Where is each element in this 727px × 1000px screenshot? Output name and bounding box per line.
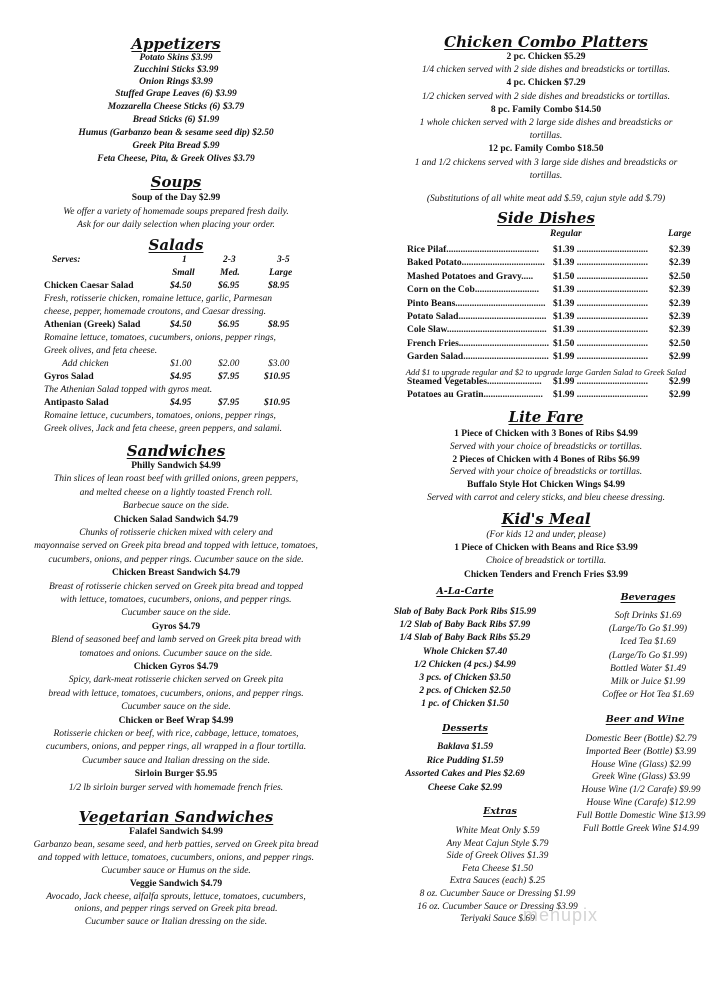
- menu-item: Teriyaki Sauce $.69: [460, 914, 535, 925]
- menu-item: Onion Rings $3.99: [139, 77, 213, 87]
- salad-desc: Romaine lettuce, tomatoes, cucumbers, onions, pepper rings,: [44, 333, 276, 343]
- menu-line: and melted cheese on a lightly toasted French roll.: [79, 487, 273, 498]
- combo-heading: Chicken Combo Platters: [444, 33, 648, 51]
- menu-line: mayonnaise served on Greek pita bread and topped with lettuce, tomatoes,: [34, 541, 318, 552]
- salad-name: Antipasto Salad: [44, 398, 109, 408]
- menu-line: tortillas.: [529, 131, 563, 142]
- size-name: Large: [269, 268, 293, 278]
- menu-line: Served with your choice of breadsticks or tortillas.: [449, 467, 643, 478]
- menu-line: 1/2 lb sirloin burger served with homemade french fries.: [68, 782, 284, 793]
- menu-item: Feta Cheese, Pita, & Greek Olives $3.79: [97, 154, 255, 164]
- side-dish-name: Pinto Beans......................................: [407, 298, 546, 309]
- soups-heading: Soups: [150, 173, 202, 191]
- menu-line: Chunks of rotisserie chicken mixed with celery and: [79, 528, 273, 538]
- menu-item: House Wine (Carafe) $12.99: [586, 798, 696, 808]
- combo-note: (Substitutions of all white meat add $.59, cajun style add $.79): [426, 194, 666, 204]
- menu-line: 1 Piece of Chicken with 3 Bones of Ribs $4.99: [454, 429, 638, 439]
- menu-item: Slab of Baby Back Pork Ribs $15.99: [393, 607, 537, 617]
- menu-item: Humus (Garbanzo bean & sesame seed dip) $2.50: [78, 128, 274, 138]
- menu-line: tortillas.: [529, 170, 563, 181]
- menu-line: 1 Piece of Chicken with Beans and Rice $3.99: [454, 543, 638, 554]
- side-dish-regular: $1.39 ..............................: [553, 258, 648, 269]
- menu-item: 1/4 Slab of Baby Back Ribs $5.29: [399, 633, 531, 644]
- soup-of-day: Soup of the Day $2.99: [131, 193, 221, 203]
- menu-line: 8 pc. Family Combo $14.50: [490, 104, 602, 115]
- side-dish-large: $2.50: [669, 271, 691, 282]
- side-dish-name: Corn on the Cob...........................: [407, 285, 539, 296]
- menu-line: Chicken Breast Sandwich $4.79: [111, 568, 241, 579]
- menu-item: Cheese Cake $2.99: [427, 782, 503, 793]
- side-dish-name: Baked Potato...................................: [407, 258, 545, 269]
- menu-line: Chicken Tenders and French Fries $3.99: [464, 569, 628, 580]
- salad-desc: The Athenian Salad topped with gyros meat.: [44, 385, 213, 395]
- side-dish-regular: $1.99 ..............................: [553, 352, 648, 363]
- side-dishes-heading: Side Dishes: [497, 209, 595, 227]
- appetizers-heading: Appetizers: [131, 35, 221, 53]
- menu-line: bread with lettuce, tomatoes, cucumbers, onions, and pepper rings.: [48, 688, 304, 699]
- soups-desc: Ask for our daily selection when placing your order.: [77, 220, 275, 230]
- serves-label: Serves:: [52, 255, 81, 265]
- salad-price: $7.95: [218, 372, 240, 382]
- menu-item: Feta Cheese $1.50: [462, 863, 533, 874]
- menu-line: Served with carrot and celery sticks, and bleu cheese dressing.: [426, 493, 666, 503]
- menu-item: Full Bottle Greek Wine $14.99: [583, 823, 699, 834]
- salad-price: $8.95: [268, 320, 290, 330]
- beverages-heading: Beverages: [620, 592, 676, 603]
- menu-item: Greek Wine (Glass) $3.99: [591, 772, 691, 783]
- extras-heading: Extras: [483, 806, 517, 817]
- side-dish-regular: $1.39 ..............................: [553, 245, 648, 255]
- menu-line: Buffalo Style Hot Chicken Wings $4.99: [466, 480, 625, 491]
- menu-line: Philly Sandwich $4.99: [131, 461, 221, 471]
- menu-line: 2 pc. Chicken $5.29: [506, 52, 586, 62]
- menu-item: Mozzarella Cheese Sticks (6) $3.79: [107, 102, 245, 112]
- salad-price: $10.95: [264, 398, 291, 408]
- watermark: menupix: [523, 905, 599, 925]
- salad-price: $1.00: [170, 359, 192, 369]
- salad-price: $3.00: [268, 359, 290, 369]
- menu-line: cucumbers, onions, and pepper rings, all wrapped in a flour tortilla.: [45, 742, 307, 753]
- menu-item: Full Bottle Domestic Wine $13.99: [576, 810, 706, 821]
- salad-name: Chicken Caesar Salad: [44, 281, 134, 291]
- side-dish-large: $2.39: [669, 325, 691, 336]
- salad-name: Athenian (Greek) Salad: [44, 320, 141, 330]
- size-serves: 3-5: [277, 255, 290, 265]
- menu-line: Cucumber sauce or Humus on the side.: [101, 865, 251, 876]
- kids-meal-heading: Kid's Meal: [501, 510, 591, 528]
- salad-price: $4.95: [170, 372, 192, 382]
- menu-line: Choice of breadstick or tortilla.: [485, 556, 607, 567]
- menu-item: Milk or Juice $1.99: [610, 677, 686, 687]
- menu-item: White Meat Only $.59: [455, 826, 540, 836]
- side-dish-regular: $1.39 ..............................: [553, 285, 648, 296]
- salad-price: $4.50: [170, 281, 192, 291]
- side-dish-regular: $1.50 ..............................: [553, 271, 648, 282]
- menu-item: Iced Tea $1.69: [620, 637, 676, 648]
- menu-item: Domestic Beer (Bottle) $2.79: [585, 734, 697, 744]
- menu-line: Served with your choice of breadsticks or tortillas.: [449, 441, 643, 452]
- menu-item: Greek Pita Bread $.99: [132, 141, 220, 151]
- side-dish-regular: $1.39 ..............................: [553, 312, 648, 322]
- salad-price: $2.00: [218, 359, 240, 369]
- menu-line: Cucumber sauce or Italian dressing on the side.: [84, 917, 268, 928]
- menu-item: 3 pcs. of Chicken $3.50: [419, 673, 511, 683]
- beer-wine-heading: Beer and Wine: [605, 714, 685, 725]
- salad-desc: Greek olives, Jack and feta cheese, green peppers, and salami.: [44, 424, 283, 434]
- side-dish-large: $2.99: [669, 377, 691, 387]
- salad-desc: Romaine lettuce, cucumbers, tomatoes, onions, pepper rings,: [44, 411, 276, 421]
- side-dish-name: French Fries......................................: [407, 338, 550, 349]
- salad-price: $4.95: [170, 398, 192, 408]
- side-dish-name: Garden Salad....................................: [407, 352, 549, 363]
- side-dish-regular: $1.99 ..............................: [553, 390, 648, 400]
- menu-item: 1/2 Chicken (4 pcs.) $4.99: [414, 659, 516, 670]
- menu-item: 8 oz. Cucumber Sauce or Dressing $1.99: [419, 889, 576, 899]
- vegetarian-heading: Vegetarian Sandwiches: [78, 808, 274, 826]
- side-dish-regular: $1.39 ..............................: [553, 325, 648, 336]
- menu-item: Stuffed Grape Leaves (6) $3.99: [115, 89, 237, 99]
- menu-line: Rotisserie chicken or beef, with rice, cabbage, lettuce, tomatoes,: [53, 729, 299, 739]
- size-serves: 2-3: [223, 255, 236, 265]
- menu-line: 1 and 1/2 chickens served with 3 large side dishes and breadsticks or: [414, 157, 678, 168]
- menu-line: tomatoes and onions. Cucumber sauce on the side.: [79, 648, 273, 659]
- menu-line: Spicy, dark-meat rotisserie chicken served on Greek pita: [68, 675, 284, 686]
- menu-line: Chicken or Beef Wrap $4.99: [118, 715, 234, 726]
- side-dish-large: $2.39: [669, 245, 691, 255]
- menu-item: 1/2 Slab of Baby Back Ribs $7.99: [399, 620, 531, 631]
- menu-line: Cucumber sauce on the side.: [121, 608, 231, 619]
- menu-line: (For kids 12 and under, please): [486, 530, 606, 540]
- menu-item: (Large/To Go $1.99): [608, 624, 688, 635]
- salad-price: $7.95: [218, 398, 240, 408]
- regular-label: Regular: [550, 229, 582, 239]
- menu-line: Blend of seasoned beef and lamb served on Greek pita bread with: [51, 635, 301, 646]
- menu-item: 16 oz. Cucumber Sauce or Dressing $3.99: [417, 901, 578, 912]
- salad-price: $10.95: [264, 372, 291, 382]
- side-dish-large: $2.99: [669, 352, 691, 363]
- side-dish-regular: $1.39 ..............................: [553, 298, 648, 309]
- menu-line: 1/2 chicken served with 2 side dishes and breadsticks or tortillas.: [422, 91, 670, 102]
- menu-item: Potato Skins $3.99: [139, 53, 213, 63]
- salad-name: Gyros Salad: [44, 372, 94, 382]
- side-dish-large: $2.39: [669, 298, 691, 309]
- soups-desc: We offer a variety of homemade soups prepared fresh daily.: [63, 207, 289, 217]
- menu-line: Avocado, Jack cheese, alfalfa sprouts, lettuce, tomatoes, cucumbers,: [46, 891, 306, 902]
- side-dish-large: $2.99: [669, 390, 691, 400]
- menu-line: 12 pc. Family Combo $18.50: [488, 144, 604, 155]
- size-serves: 1: [182, 255, 187, 265]
- menu-line: Falafel Sandwich $4.99: [129, 827, 223, 837]
- menu-item: 2 pcs. of Chicken $2.50: [419, 686, 511, 697]
- side-dish-regular: $1.50 ..............................: [553, 338, 648, 349]
- salad-price: $8.95: [268, 281, 290, 291]
- menu-item: (Large/To Go $1.99): [608, 650, 688, 661]
- menu-line: Cucumber sauce and Italian dressing on the side.: [81, 755, 271, 766]
- large-label: Large: [668, 229, 692, 239]
- menu-line: Barbecue sauce on the side.: [122, 501, 230, 512]
- menu-line: Garbanzo bean, sesame seed, and herb patties, served on Greek pita bread: [33, 839, 319, 850]
- menu-item: Rice Pudding $1.59: [426, 755, 504, 766]
- menu-item: House Wine (Glass) $2.99: [591, 759, 691, 770]
- salad-desc: cheese, pepper, homemade croutons, and Caesar dressing.: [44, 307, 266, 317]
- menu-line: Chicken Gyros $4.79: [133, 662, 219, 672]
- menu-line: onions, and pepper rings served on Greek pita bread.: [74, 904, 278, 915]
- side-dish-large: $2.50: [669, 338, 691, 349]
- side-dish-regular: $1.99 ..............................: [553, 377, 648, 387]
- menu-line: Chicken Salad Sandwich $4.79: [113, 514, 239, 525]
- menu-line: Gyros $4.79: [151, 621, 201, 632]
- sandwiches-heading: Sandwiches: [126, 442, 226, 460]
- menu-item: Side of Greek Olives $1.39: [446, 851, 549, 862]
- salad-desc: Fresh, rotisserie chicken, romaine lettuce, garlic, Parmesan: [44, 294, 272, 304]
- side-dish-large: $2.39: [669, 312, 691, 322]
- menu-item: Whole Chicken $7.40: [422, 646, 508, 657]
- menu-item: Baklava $1.59: [437, 742, 493, 752]
- lite-fare-heading: Lite Fare: [508, 408, 584, 426]
- salads-heading: Salads: [148, 236, 204, 254]
- salad-price: $6.95: [218, 320, 240, 330]
- menu-line: Veggie Sandwich $4.79: [129, 878, 223, 889]
- side-dish-name: Steamed Vegetables.......................: [407, 377, 542, 387]
- menu-item: Bread Sticks (6) $1.99: [132, 115, 220, 125]
- menu-item: Assorted Cakes and Pies $2.69: [405, 769, 525, 780]
- menu-line: Thin slices of lean roast beef with grilled onions, green peppers,: [53, 474, 299, 485]
- size-name: Med.: [220, 268, 240, 278]
- menu-item: Coffee or Hot Tea $1.69: [602, 690, 694, 701]
- side-dish-name: Potato Salad.....................................: [407, 312, 547, 322]
- menu-item: Soft Drinks $1.69: [614, 611, 682, 621]
- menu-item: Zucchini Sticks $3.99: [133, 65, 219, 75]
- desserts-heading: Desserts: [442, 723, 488, 734]
- menu-line: Sirloin Burger $5.95: [134, 769, 218, 780]
- menu-line: Cucumber sauce on the side.: [121, 702, 231, 713]
- menu-item: 1 pc. of Chicken $1.50: [421, 699, 509, 710]
- side-dish-name: Cole Slaw..........................................: [407, 325, 547, 336]
- menu-item: Bottled Water $1.49: [610, 663, 686, 674]
- menu-line: cucumbers, onions, and pepper rings. Cucumber sauce on the side.: [48, 554, 304, 565]
- size-name: Small: [172, 268, 195, 278]
- menu-item: Extra Sauces (each) $.25: [449, 876, 546, 887]
- menu-line: with lettuce, tomatoes, cucumbers, onions, and pepper rings.: [60, 595, 292, 605]
- menu-item: Imported Beer (Bottle) $3.99: [585, 746, 697, 757]
- salad-price: $6.95: [218, 281, 240, 291]
- salad-price: $4.50: [170, 320, 192, 330]
- menu-item: House Wine (1/2 Carafe) $9.99: [581, 785, 701, 796]
- a-la-carte-heading: A-La-Carte: [436, 586, 494, 597]
- menu-line: Breast of rotisserie chicken served on Greek pita bread and topped: [49, 581, 303, 592]
- side-dish-large: $2.39: [669, 258, 691, 269]
- salad-desc: Greek olives, and feta cheese.: [44, 346, 158, 356]
- salad-addon: Add chicken: [62, 359, 109, 369]
- menu-line: and topped with lettuce, tomatoes, cucumbers, onions, and pepper rings.: [38, 852, 314, 863]
- side-dish-large: $2.39: [669, 285, 691, 296]
- menu-line: 1 whole chicken served with 2 large side dishes and breadsticks or: [419, 118, 673, 128]
- side-dish-name: Potatoes au Gratin.........................: [407, 390, 543, 400]
- side-dish-name: Rice Pilaf.......................................: [407, 245, 539, 255]
- menu-line: 2 Pieces of Chicken with 4 Bones of Ribs $6.99: [452, 454, 640, 465]
- menu-item: Any Meat Cajun Style $.79: [446, 838, 549, 849]
- menu-line: 4 pc. Chicken $7.29: [506, 78, 586, 89]
- menu-line: 1/4 chicken served with 2 side dishes and breadsticks or tortillas.: [422, 65, 670, 76]
- side-dish-name: Mashed Potatoes and Gravy.....: [407, 271, 534, 282]
- upgrade-note: Add $1 to upgrade regular and $2 to upgrade large Garden Salad to Greek Salad: [405, 367, 687, 377]
